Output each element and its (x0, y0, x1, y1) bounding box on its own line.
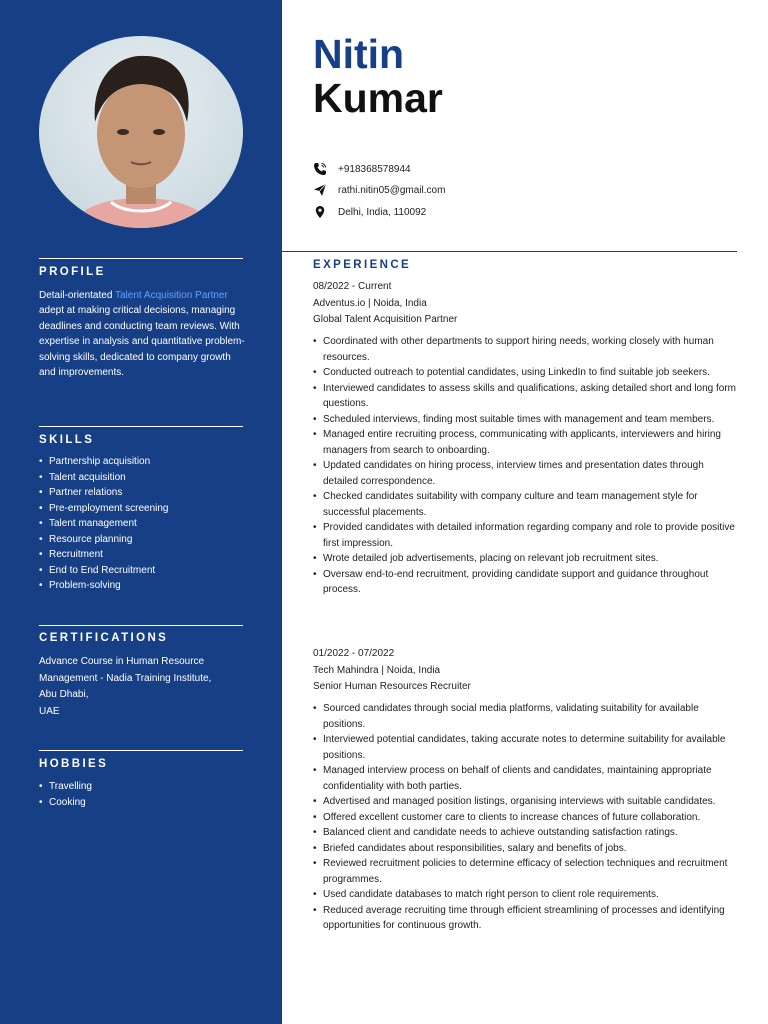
location-text: Delhi, India, 110092 (338, 206, 427, 218)
divider (39, 750, 243, 751)
email-text: rathi.nitin05@gmail.com (338, 184, 446, 196)
skills-heading: SKILLS (39, 434, 95, 446)
job-bullets (313, 701, 741, 934)
job-bullet: • Updated candidates on hiring process, interview times and presentation dates through detailed correspondence. (313, 458, 741, 489)
profile-body: adept at making critical decisions, managing deadlines and conducting team reviews. With expertise in analysis and quantitative problem-solving skills, dedicated to company growth and improvements. (39, 305, 245, 379)
profile-photo (39, 36, 243, 228)
contact-phone (313, 162, 411, 176)
job-bullet: • Reviewed recruitment policies to determine efficacy of selection techniques and recruitment programmes. (313, 856, 741, 887)
skill-item: • Recruitment (39, 547, 169, 563)
certifications-text (39, 654, 249, 720)
divider (39, 625, 243, 626)
job-bullet: • Sourced candidates through social media platforms, validating suitability for available positions. (313, 701, 741, 732)
location-pin-icon (313, 205, 327, 219)
skill-item: • Talent management (39, 516, 169, 532)
job-bullet: • Oversaw end-to-end recruitment, providing candidate support and guidance throughout process. (313, 567, 741, 598)
certifications-heading: CERTIFICATIONS (39, 632, 169, 644)
skill-item: • Resource planning (39, 532, 169, 548)
job-dates: 08/2022 - Current (313, 281, 392, 292)
job-company: Adventus.io | Noida, India (313, 297, 427, 309)
job-bullet: • Reduced average recruiting time through efficient streamlining of processes and identifying opportunities for continuous growth. (313, 903, 741, 934)
certification-line: UAE (39, 705, 60, 717)
experience-heading: EXPERIENCE (313, 259, 412, 271)
job-company: Tech Mahindra | Noida, India (313, 664, 441, 676)
job-header (313, 646, 471, 696)
contact-email (313, 183, 445, 197)
job-bullet: • Briefed candidates about responsibilities, salary and benefits of jobs. (313, 841, 741, 857)
skill-item: • Pre-employment screening (39, 501, 169, 517)
job-bullet: • Balanced client and candidate needs to achieve outstanding satisfaction ratings. (313, 825, 741, 841)
hobby-item: • Travelling (39, 779, 92, 795)
job-title: Senior Human Resources Recruiter (313, 681, 471, 692)
profile-highlight: Talent Acquisition Partner (114, 290, 228, 301)
certification-line: Management - Nadia Training Institute, (39, 672, 212, 684)
skill-item: • Partner relations (39, 485, 169, 501)
phone-icon (313, 162, 327, 176)
job-header (313, 279, 457, 329)
first-name: Nitin (313, 31, 405, 77)
job-bullet: • Coordinated with other departments to support hiring needs, working closely with human resources. (313, 334, 741, 365)
job-bullet: • Wrote detailed job advertisements, placing on relevant job recruitment sites. (313, 551, 741, 567)
divider (282, 251, 737, 252)
job-title: Global Talent Acquisition Partner (313, 314, 458, 325)
hobbies-heading: HOBBIES (39, 758, 109, 770)
last-name: Kumar (313, 75, 443, 121)
send-icon (313, 183, 327, 197)
profile-intro: Detail-orientated (39, 290, 115, 301)
profile-summary (39, 288, 245, 380)
skill-item: • Problem-solving (39, 578, 169, 594)
phone-text: +918368578944 (338, 163, 411, 175)
certification-line: Advance Course in Human Resource (39, 656, 205, 667)
job-bullet: • Provided candidates with detailed information regarding company and role to provide positive first impression. (313, 520, 741, 551)
job-bullet: • Scheduled interviews, finding most suitable times with management and team members. (313, 412, 741, 428)
job-dates: 01/2022 - 07/2022 (313, 648, 395, 659)
skill-item: • Partnership acquisition (39, 454, 169, 470)
hobby-item: • Cooking (39, 795, 92, 811)
divider (39, 426, 243, 427)
job-bullet: • Managed interview process on behalf of clients and candidates, maintaining appropriate confidentiality with both parties. (313, 763, 741, 794)
job-bullet: • Advertised and managed position listings, organising interviews with suitable candidates. (313, 794, 741, 810)
job-bullet: • Used candidate databases to match right person to client role requirements. (313, 887, 741, 903)
job-bullet: • Interviewed candidates to assess skills and qualifications, asking detailed short and long form questions. (313, 381, 741, 412)
certification-line: Abu Dhabi, (39, 689, 89, 700)
job-bullet: • Conducted outreach to potential candidates, using LinkedIn to find suitable job seekers. (313, 365, 741, 381)
job-bullet: • Checked candidates suitability with company culture and team management style for successful placements. (313, 489, 741, 520)
job-bullet: • Interviewed potential candidates, taking accurate notes to determine suitability for available positions. (313, 732, 741, 763)
job-bullet: • Offered excellent customer care to clients to increase chances of future collaboration. (313, 810, 741, 826)
contact-location (313, 205, 426, 219)
skill-item: • Talent acquisition (39, 470, 169, 486)
skills-list (39, 454, 169, 594)
job-bullet: • Managed entire recruiting process, communicating with applicants, interviewers and hiring managers from search to onboarding. (313, 427, 741, 458)
sidebar (0, 0, 282, 1024)
job-bullets (313, 334, 741, 598)
profile-heading: PROFILE (39, 266, 106, 278)
divider (39, 258, 243, 259)
skill-item: • End to End Recruitment (39, 563, 169, 579)
hobbies-list (39, 779, 92, 810)
